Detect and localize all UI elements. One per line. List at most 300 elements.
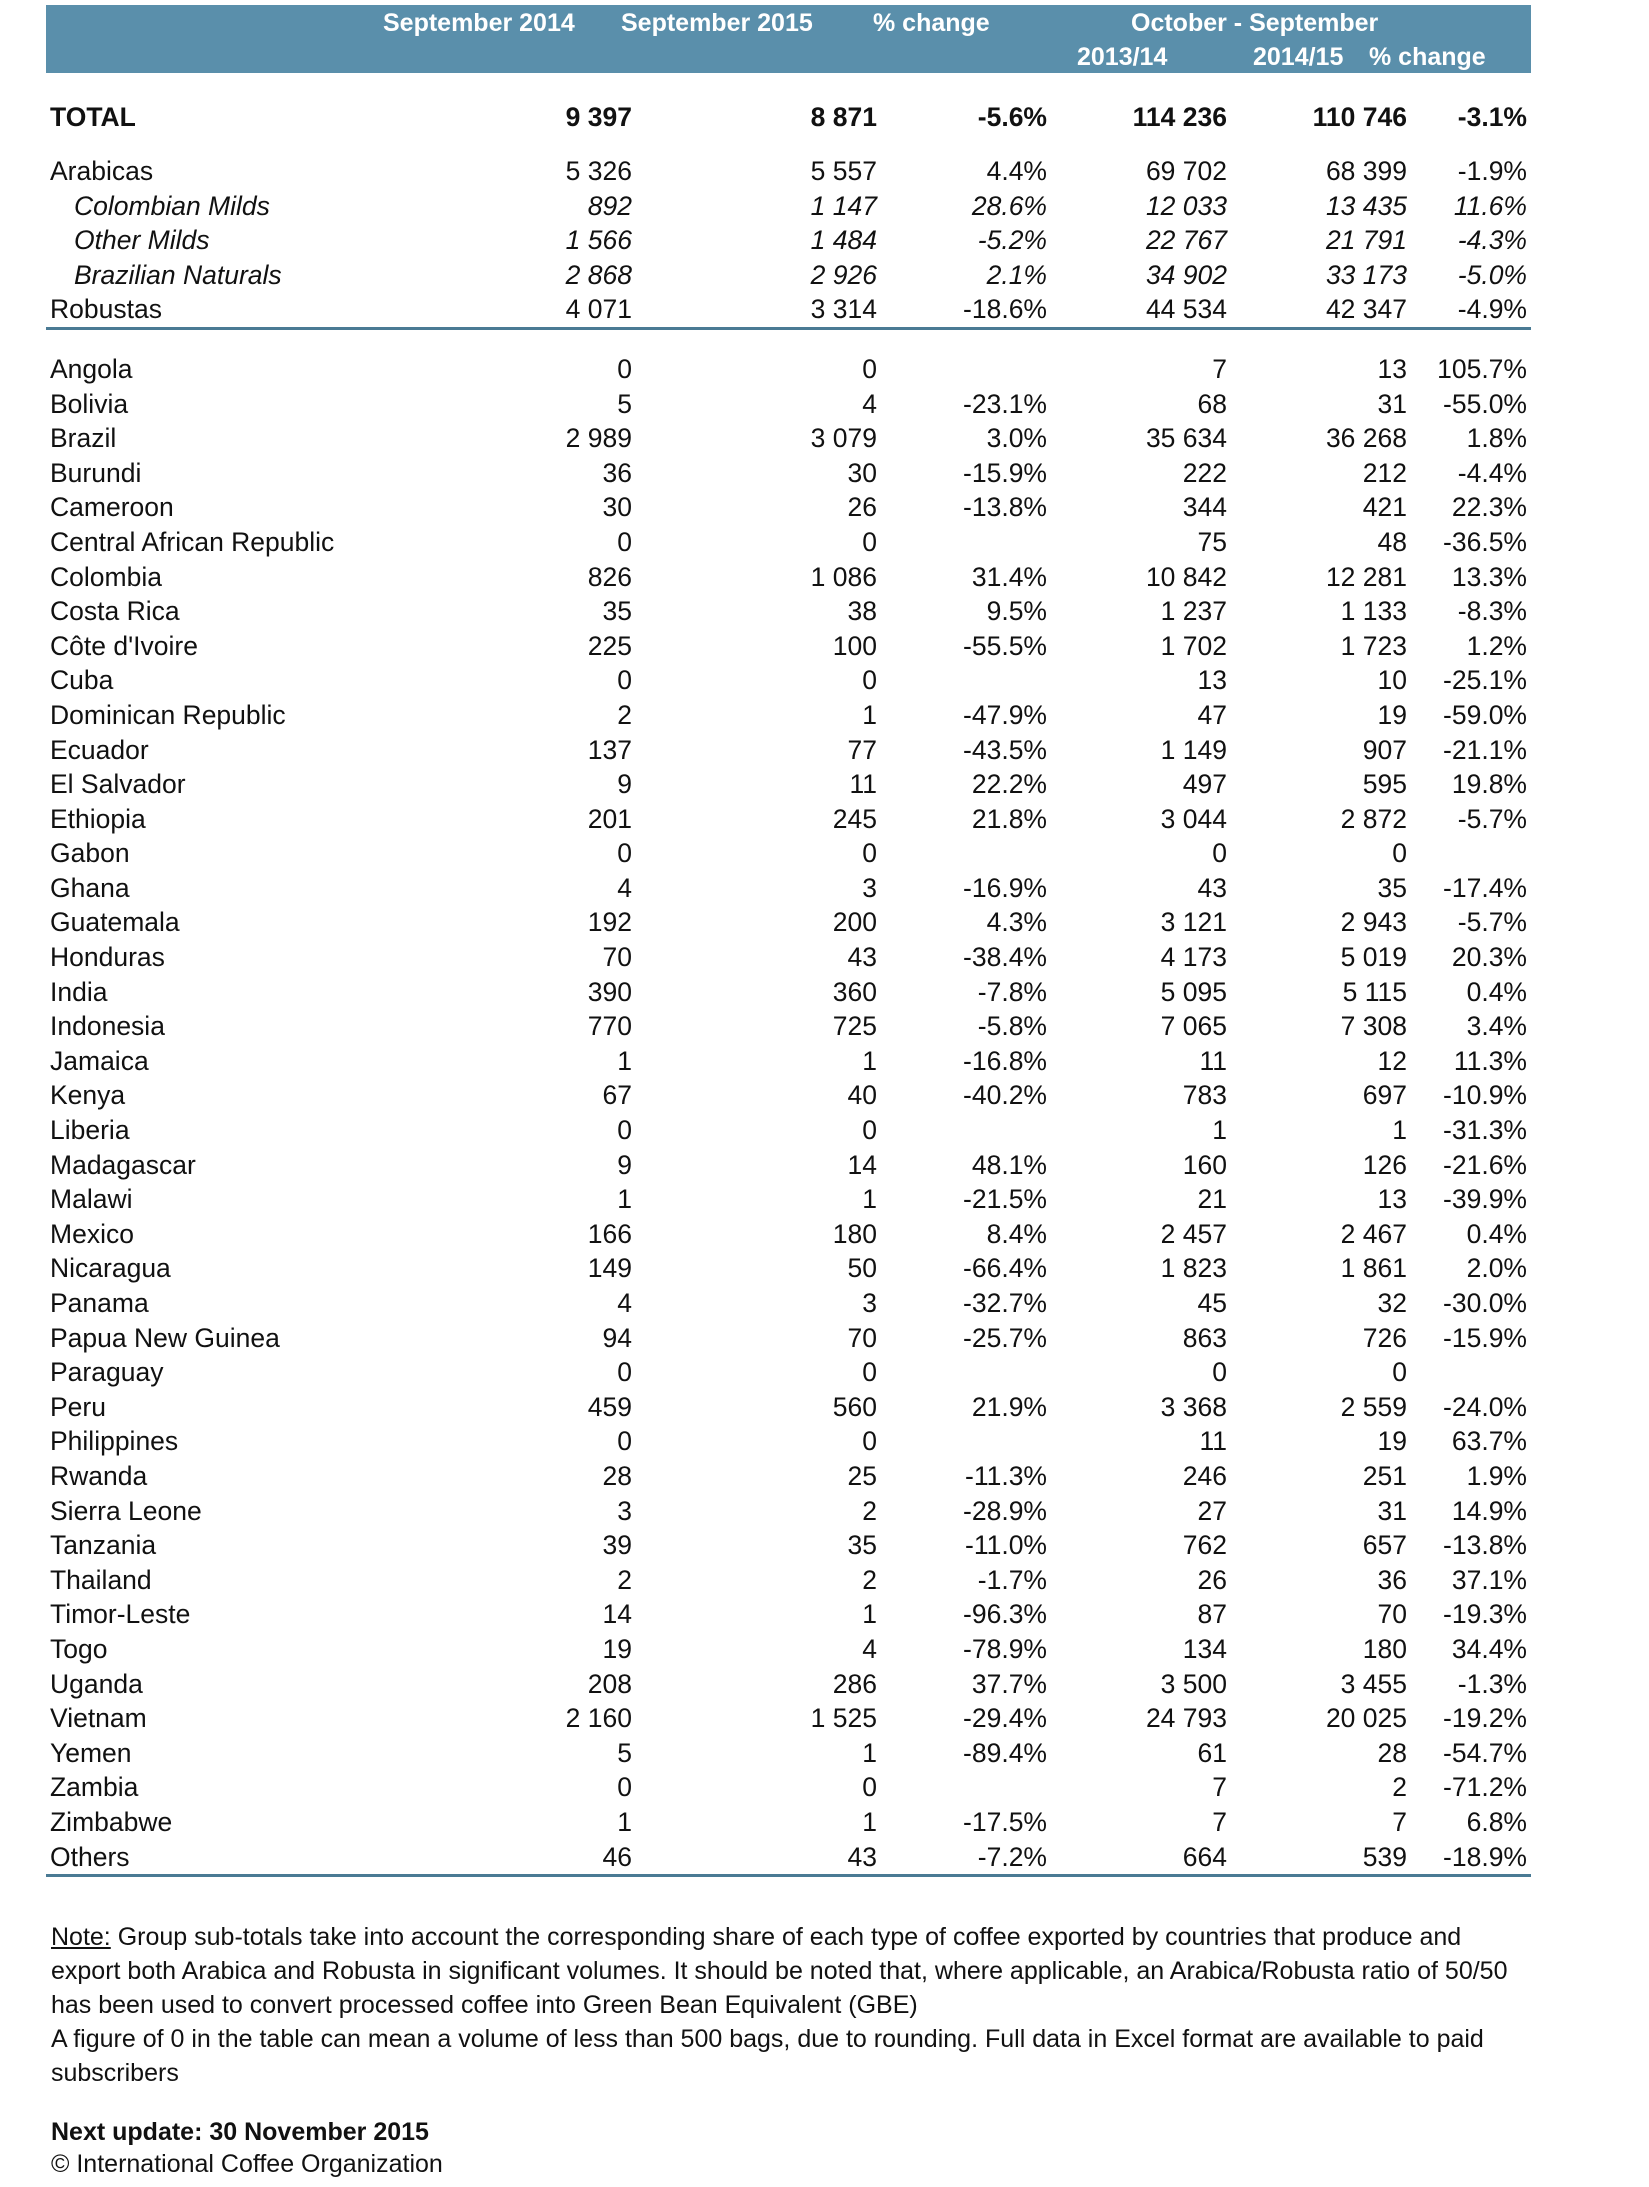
row-cell: 0 <box>1212 838 1227 869</box>
total-row <box>46 95 1531 139</box>
row-cell: 70 <box>847 1322 877 1353</box>
row-cell: 1 702 <box>1160 630 1227 661</box>
row-cell: -15.9% <box>1443 1322 1527 1353</box>
row-label: Paraguay <box>50 1357 164 1388</box>
spacer-row <box>46 139 1531 154</box>
row-label: Bolivia <box>50 388 129 419</box>
header-pct-change: % change <box>873 9 990 37</box>
row-cell: -15.9% <box>963 457 1047 488</box>
row-cell: -5.8% <box>977 1011 1047 1042</box>
row-label: Zimbabwe <box>50 1806 173 1837</box>
row-label: Gabon <box>50 838 130 869</box>
row-cell: 2 872 <box>1340 803 1407 834</box>
row-cell: 47 <box>1197 699 1227 730</box>
row-cell: 19 <box>602 1633 632 1664</box>
row-cell: 14.9% <box>1451 1495 1527 1526</box>
row-cell: 826 <box>587 561 632 592</box>
row-cell: 1 <box>617 1184 632 1215</box>
row-cell: 31.4% <box>971 561 1047 592</box>
row-cell: -4.4% <box>1457 457 1527 488</box>
row-cell: 12 033 <box>1145 190 1227 221</box>
row-cell: 4 <box>617 1288 632 1318</box>
row-cell: 390 <box>587 976 632 1007</box>
row-cell: 42 347 <box>1231 292 1411 328</box>
header-2013-14: 2013/14 <box>1077 43 1168 71</box>
row-cell: -18.6% <box>881 292 1051 328</box>
row-cell: -78.9% <box>963 1633 1047 1664</box>
row-cell: 28 <box>1377 1737 1407 1768</box>
row-cell: 1 723 <box>1340 630 1407 661</box>
row-cell: 1 484 <box>810 225 877 256</box>
row-cell: 31 <box>1377 388 1407 419</box>
row-cell: -43.5% <box>963 734 1047 765</box>
row-cell: 31 <box>1377 1495 1407 1526</box>
row-cell: 1 <box>862 1737 877 1768</box>
row-label: Other Milds <box>74 225 210 256</box>
country-row <box>46 1597 1531 1632</box>
row-cell: 0 <box>617 838 632 869</box>
row-cell: 1.8% <box>1466 423 1527 454</box>
country-row <box>46 1355 1531 1390</box>
country-row <box>46 1009 1531 1044</box>
row-cell: 560 <box>832 1391 877 1422</box>
row-cell: 222 <box>1182 457 1227 488</box>
row-cell: 2 <box>862 1495 877 1526</box>
row-cell: 13 <box>1197 665 1227 696</box>
row-cell: 1 <box>1212 1115 1227 1146</box>
row-cell: 3 <box>617 1495 632 1526</box>
row-cell: -38.4% <box>963 942 1047 973</box>
row-cell: 770 <box>587 1011 632 1042</box>
row-cell: 8 871 <box>810 102 877 132</box>
row-cell: -30.0% <box>1443 1288 1527 1318</box>
row-cell: 2 926 <box>810 259 877 290</box>
country-row <box>46 1113 1531 1148</box>
row-cell: 1 237 <box>1160 596 1227 627</box>
row-cell <box>881 1770 1051 1805</box>
row-cell: 5 019 <box>1340 942 1407 973</box>
row-cell: -4.9% <box>1411 292 1531 328</box>
country-row <box>46 733 1531 768</box>
row-cell: 77 <box>847 734 877 765</box>
row-cell: 2 457 <box>1160 1218 1227 1249</box>
note-label: Note: <box>51 1923 111 1951</box>
row-label: Guatemala <box>50 907 180 938</box>
row-cell: 63.7% <box>1451 1426 1527 1457</box>
country-row <box>46 1424 1531 1459</box>
spacer-cell <box>636 139 881 154</box>
row-cell: 0.4% <box>1466 1218 1527 1249</box>
spacer-cell <box>46 328 516 352</box>
row-cell: 39 <box>602 1530 632 1561</box>
row-cell: 1 <box>862 1599 877 1630</box>
row-cell: -40.2% <box>963 1080 1047 1111</box>
row-cell: -47.9% <box>963 699 1047 730</box>
row-cell: 30 <box>602 492 632 523</box>
row-cell: 1 566 <box>565 225 632 256</box>
row-label: Costa Rica <box>50 596 180 627</box>
row-cell: -5.2% <box>977 225 1047 256</box>
row-cell: -11.0% <box>965 1530 1047 1561</box>
row-cell: 37.7% <box>971 1668 1047 1699</box>
row-cell: -55.0% <box>1443 388 1527 419</box>
row-label: Côte d'Ivoire <box>50 630 198 661</box>
row-cell: -21.1% <box>1443 734 1527 765</box>
row-cell: 105.7% <box>1437 353 1527 384</box>
row-cell: 19.8% <box>1451 769 1527 800</box>
row-cell: 10 <box>1377 665 1407 696</box>
country-row <box>46 456 1531 491</box>
row-cell: 11 <box>849 769 877 800</box>
row-cell: -4.3% <box>1457 225 1527 256</box>
row-label: Ghana <box>50 872 130 903</box>
row-cell: 245 <box>832 803 877 834</box>
row-cell: 36 <box>602 457 632 488</box>
row-cell: 0 <box>617 1357 632 1388</box>
row-label: Tanzania <box>50 1530 157 1561</box>
row-cell: 149 <box>587 1253 632 1284</box>
row-cell: -29.4% <box>963 1703 1047 1734</box>
row-cell: -7.2% <box>881 1840 1051 1876</box>
row-cell: 246 <box>1182 1460 1227 1491</box>
row-cell: 201 <box>587 803 632 834</box>
row-cell: 344 <box>1182 492 1227 523</box>
row-cell: 13 <box>1377 353 1407 384</box>
row-cell: -31.3% <box>1443 1115 1527 1146</box>
country-row <box>46 1044 1531 1079</box>
row-cell: 0 <box>1392 838 1407 869</box>
spacer-cell <box>46 139 516 154</box>
country-row <box>46 975 1531 1010</box>
row-label: Ethiopia <box>50 803 146 834</box>
row-cell: 10 842 <box>1145 561 1227 592</box>
country-row <box>46 1494 1531 1529</box>
row-cell: -1.9% <box>1457 156 1527 186</box>
row-cell: 3 079 <box>810 423 877 454</box>
row-cell: 697 <box>1362 1080 1407 1111</box>
country-row <box>46 560 1531 595</box>
next-update: Next update: 30 November 2015 <box>51 2118 429 2146</box>
row-label: Brazil <box>50 423 117 454</box>
row-cell: 87 <box>1197 1599 1227 1630</box>
row-cell: 4 <box>617 872 632 903</box>
row-cell: -13.8% <box>963 492 1047 523</box>
country-row <box>46 1770 1531 1805</box>
header-pct-change-2: % change <box>1369 43 1486 71</box>
row-cell: 68 <box>1197 388 1227 419</box>
row-cell: -1.7% <box>977 1564 1047 1595</box>
group-row <box>46 223 1531 258</box>
row-cell: 75 <box>1197 526 1227 557</box>
row-cell: 783 <box>1182 1080 1227 1111</box>
country-row <box>46 1701 1531 1736</box>
row-cell: 251 <box>1362 1460 1407 1491</box>
row-cell: 35 <box>602 596 632 627</box>
row-cell: 2.0% <box>1466 1253 1527 1284</box>
row-cell: 28 <box>602 1460 632 1491</box>
row-cell: 44 534 <box>1051 292 1231 328</box>
row-label: Madagascar <box>50 1149 196 1180</box>
row-cell: 200 <box>832 907 877 938</box>
row-label: Arabicas <box>50 156 154 186</box>
row-cell: -5.0% <box>1457 259 1527 290</box>
row-label: Robustas <box>46 292 516 328</box>
row-cell: 664 <box>1051 1840 1231 1876</box>
row-cell: 7 <box>1212 1806 1227 1837</box>
row-cell: 0 <box>617 665 632 696</box>
row-cell: -25.7% <box>963 1322 1047 1353</box>
country-row <box>46 1321 1531 1356</box>
row-cell: 2 <box>862 1564 877 1595</box>
row-cell: 725 <box>832 1011 877 1042</box>
row-cell: -5.7% <box>1457 803 1527 834</box>
row-cell: 3 368 <box>1160 1391 1227 1422</box>
row-cell <box>881 1355 1051 1390</box>
group-row <box>46 258 1531 293</box>
country-row <box>46 421 1531 456</box>
row-cell: -8.3% <box>1457 596 1527 627</box>
copyright: © International Coffee Organization <box>51 2150 443 2178</box>
header-2014-15: 2014/15 <box>1253 43 1344 71</box>
row-cell: 114 236 <box>1132 102 1227 132</box>
row-cell: 0 <box>862 1357 877 1388</box>
row-cell: -5.7% <box>1457 907 1527 938</box>
row-cell: -21.6% <box>1443 1149 1527 1180</box>
row-cell: 0 <box>1392 1357 1407 1388</box>
row-cell: 11 <box>1199 1045 1227 1076</box>
row-cell: 3 121 <box>1160 907 1227 938</box>
row-cell: 4 071 <box>516 292 636 328</box>
row-cell: 22 767 <box>1145 225 1227 256</box>
row-cell: 35 <box>1377 872 1407 903</box>
row-cell: -71.2% <box>1443 1772 1527 1803</box>
row-cell: 907 <box>1362 734 1407 765</box>
row-cell: 0 <box>617 526 632 557</box>
country-row <box>46 698 1531 733</box>
header-oct-sep: October - September <box>1131 9 1379 37</box>
row-label: TOTAL <box>50 102 136 132</box>
country-row <box>46 1217 1531 1252</box>
row-cell: 94 <box>602 1322 632 1353</box>
row-cell: 3 044 <box>1160 803 1227 834</box>
row-cell: 2 <box>617 1564 632 1595</box>
row-cell: 1 <box>862 1045 877 1076</box>
row-cell: 0 <box>617 1426 632 1457</box>
row-cell: 27 <box>1197 1495 1227 1526</box>
row-cell: 180 <box>832 1218 877 1249</box>
row-cell: 0 <box>617 1772 632 1803</box>
row-cell: 28.6% <box>971 190 1047 221</box>
row-cell: 286 <box>832 1668 877 1699</box>
spacer-cell <box>1231 139 1411 154</box>
group-row <box>46 189 1531 224</box>
row-cell: -21.5% <box>963 1184 1047 1215</box>
row-label: Timor-Leste <box>50 1599 191 1630</box>
row-cell: -19.2% <box>1443 1703 1527 1734</box>
row-cell: 3.4% <box>1466 1011 1527 1042</box>
country-row <box>46 871 1531 906</box>
row-cell: 1 823 <box>1160 1253 1227 1284</box>
row-cell: 7 <box>1212 353 1227 384</box>
header-sep2014: September 2014 <box>383 9 575 37</box>
note-paragraph-1 <box>51 1920 1521 2022</box>
row-cell: 0 <box>862 1772 877 1803</box>
row-label: Mexico <box>50 1218 134 1249</box>
country-row <box>46 387 1531 422</box>
row-cell: 134 <box>1182 1633 1227 1664</box>
country-row <box>46 1632 1531 1667</box>
row-cell: -25.1% <box>1443 665 1527 696</box>
row-cell: -17.5% <box>963 1806 1047 1837</box>
row-cell: 1 133 <box>1340 596 1407 627</box>
row-cell: 3 314 <box>636 292 881 328</box>
spacer-cell <box>1411 328 1531 352</box>
row-label: Sierra Leone <box>50 1495 202 1526</box>
row-cell: 5 <box>617 388 632 419</box>
row-cell: 3 455 <box>1340 1668 1407 1699</box>
row-cell: 5 326 <box>565 156 632 186</box>
row-cell: 360 <box>832 976 877 1007</box>
row-cell: -1.3% <box>1457 1668 1527 1699</box>
row-cell: 5 557 <box>810 156 877 186</box>
row-cell <box>881 1424 1051 1459</box>
row-label: Togo <box>50 1633 108 1664</box>
row-cell: -24.0% <box>1443 1391 1527 1422</box>
country-row <box>46 905 1531 940</box>
row-cell: 34 902 <box>1145 259 1227 290</box>
row-cell: 12 <box>1377 1045 1407 1076</box>
row-cell <box>1411 836 1531 871</box>
row-cell: -16.8% <box>963 1045 1047 1076</box>
row-cell: 497 <box>1182 769 1227 800</box>
row-cell: 37.1% <box>1451 1564 1527 1595</box>
country-row <box>46 594 1531 629</box>
row-cell: -17.4% <box>1443 872 1527 903</box>
row-cell: -28.9% <box>963 1495 1047 1526</box>
row-cell: 22.2% <box>971 769 1047 800</box>
row-cell: 459 <box>587 1391 632 1422</box>
row-cell: 166 <box>587 1218 632 1249</box>
country-row <box>46 1148 1531 1183</box>
row-cell: 46 <box>516 1840 636 1876</box>
group-row <box>46 292 1531 328</box>
row-cell: 2.1% <box>986 259 1047 290</box>
row-cell: 12 281 <box>1325 561 1407 592</box>
row-cell: 762 <box>1182 1530 1227 1561</box>
row-cell: 1 147 <box>810 190 877 221</box>
row-cell: 11 <box>1199 1426 1227 1457</box>
row-cell: 36 268 <box>1325 423 1407 454</box>
row-cell: 1 <box>617 1806 632 1837</box>
row-cell: 4 173 <box>1160 942 1227 973</box>
row-cell: -36.5% <box>1443 526 1527 557</box>
row-cell: 539 <box>1231 1840 1411 1876</box>
row-cell: 1 <box>1392 1115 1407 1146</box>
row-cell: -7.8% <box>977 976 1047 1007</box>
row-cell: 61 <box>1197 1737 1227 1768</box>
country-row <box>46 1528 1531 1563</box>
row-cell: 7 <box>1392 1806 1407 1837</box>
row-label: Colombian Milds <box>74 190 270 221</box>
row-cell: 21.8% <box>971 803 1047 834</box>
row-label: Panama <box>50 1288 149 1318</box>
row-label: Others <box>46 1840 516 1876</box>
row-cell: -89.4% <box>963 1737 1047 1768</box>
row-cell: 48 <box>1377 526 1407 557</box>
note-text-1: Group sub-totals take into account the corresponding share of each type of coffee exported by countries that produce and export both Arabica and Robusta in significant volumes. It should be noted that, where applicable, an Arabica/Robusta ratio of 50/50 has been used to convert processed coffee into Green Bean Equivalent (GBE) <box>51 1923 1508 2019</box>
row-cell: -11.3% <box>965 1460 1047 1491</box>
row-cell: 1 <box>862 699 877 730</box>
row-label: Angola <box>50 353 133 384</box>
row-cell: 48.1% <box>971 1149 1047 1180</box>
row-cell: 19 <box>1377 699 1407 730</box>
row-cell: 208 <box>587 1668 632 1699</box>
row-cell: 70 <box>602 942 632 973</box>
row-cell: -54.7% <box>1443 1737 1527 1768</box>
row-cell: 25 <box>847 1460 877 1491</box>
row-cell: 13 435 <box>1325 190 1407 221</box>
row-cell: 9 <box>617 769 632 800</box>
row-cell: 34.4% <box>1451 1633 1527 1664</box>
row-cell: 45 <box>1197 1288 1227 1318</box>
row-cell: -59.0% <box>1443 699 1527 730</box>
row-cell <box>881 663 1051 698</box>
country-row <box>46 836 1531 871</box>
row-cell: 69 702 <box>1145 156 1227 186</box>
country-row <box>46 940 1531 975</box>
row-label: Yemen <box>50 1737 132 1768</box>
row-cell: 1.2% <box>1466 630 1527 661</box>
row-cell: -66.4% <box>963 1253 1047 1284</box>
row-cell: 2 <box>617 699 632 730</box>
spacer-cell <box>1411 139 1531 154</box>
group-row <box>46 154 1531 189</box>
row-cell: 2 160 <box>565 1703 632 1734</box>
row-cell: 33 173 <box>1325 259 1407 290</box>
row-cell: 110 746 <box>1312 102 1407 132</box>
row-cell: 4 <box>862 388 877 419</box>
row-cell: 8.4% <box>986 1218 1047 1249</box>
row-cell: 126 <box>1362 1149 1407 1180</box>
row-cell: 20.3% <box>1451 942 1527 973</box>
row-cell: 20 025 <box>1325 1703 1407 1734</box>
row-label: Malawi <box>50 1184 133 1215</box>
note-paragraph-2: A figure of 0 in the table can mean a volume of less than 500 bags, due to rounding. Full data in Excel format are available to paid subscribers <box>51 2025 1484 2087</box>
row-cell: 3 <box>862 1288 877 1318</box>
country-row <box>46 1840 1531 1876</box>
row-cell: 192 <box>587 907 632 938</box>
row-cell: 2 <box>1392 1772 1407 1803</box>
row-label: India <box>50 976 108 1007</box>
row-cell: 43 <box>847 942 877 973</box>
row-label: Cuba <box>50 665 114 696</box>
row-cell: 14 <box>847 1149 877 1180</box>
row-cell: -5.6% <box>977 102 1047 132</box>
row-cell: 7 065 <box>1160 1011 1227 1042</box>
row-cell: 2 559 <box>1340 1391 1407 1422</box>
row-cell: 4.3% <box>986 907 1047 938</box>
row-cell: 0 <box>617 1115 632 1146</box>
row-cell: 5 115 <box>1342 976 1407 1007</box>
row-cell: 68 399 <box>1325 156 1407 186</box>
row-cell: 35 634 <box>1145 423 1227 454</box>
row-cell: 70 <box>1377 1599 1407 1630</box>
row-cell: 421 <box>1362 492 1407 523</box>
table-header <box>46 5 1531 73</box>
row-cell: 11.6% <box>1453 190 1527 221</box>
row-label: Kenya <box>50 1080 126 1111</box>
row-label: Uganda <box>50 1668 143 1699</box>
